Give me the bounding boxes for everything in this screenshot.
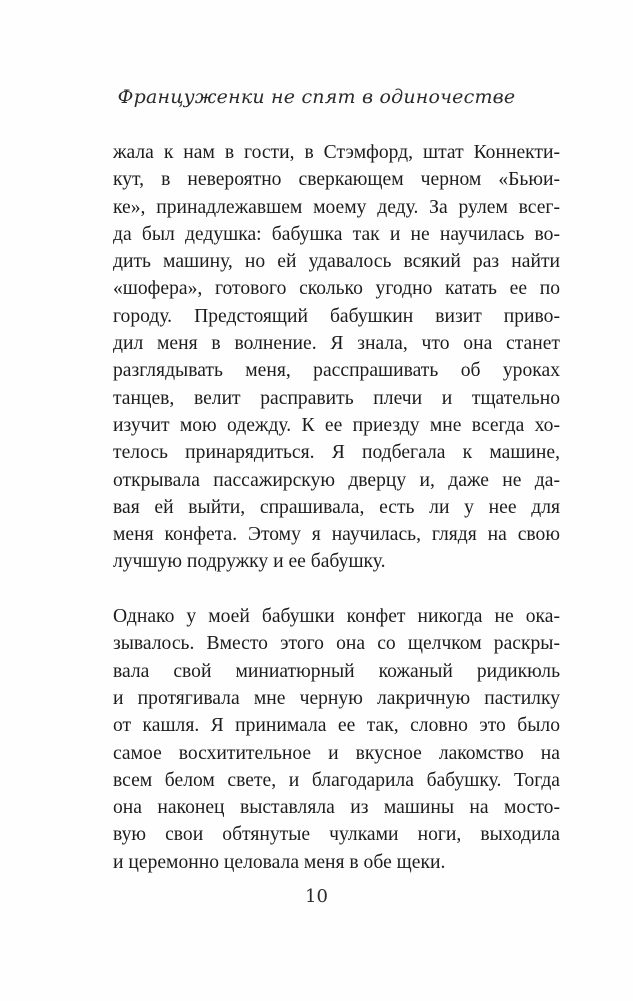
paragraph-2 <box>113 603 560 876</box>
text-line: ке», принадлежавшем моему деду. За рулем всег- <box>113 196 560 218</box>
text-line: вую свои обтянутые чулками ноги, выходила <box>113 824 560 846</box>
text-line: самое восхитительное и вкусное лакомство на <box>113 742 560 764</box>
text-line: танцев, велит расправить плечи и тщательно <box>113 387 560 409</box>
text-line: «шофера», готового сколько угодно катать ее по <box>113 278 560 300</box>
text-line: зывалось. Вместо этого она со щелчком раскры- <box>113 633 560 655</box>
text-line: кут, в невероятно сверкающем черном «Бьюи- <box>113 169 560 191</box>
text-line: вая ей выйти, спрашивала, есть ли у нее для <box>113 496 560 518</box>
text-line: Однако у моей бабушки конфет никогда не ока- <box>113 606 560 628</box>
text-line: телось принарядиться. Я подбегала к машине, <box>113 442 560 464</box>
text-line: городу. Предстоящий бабушкин визит приво- <box>113 305 560 327</box>
text-line: и протягивала мне черную лакричную пастилку <box>113 687 560 709</box>
page-number: 10 <box>305 886 328 907</box>
paragraph-1 <box>113 139 560 576</box>
text-line: дить машину, но ей удавалось всякий раз найти <box>113 251 560 273</box>
text-line: изучит мою одежду. К ее приезду мне всегда хо- <box>113 414 560 436</box>
paragraph-spacer <box>113 576 560 603</box>
text-line: всем белом свете, и благодарила бабушку. Тогда <box>113 769 560 791</box>
running-head: Француженки не спят в одиночестве <box>117 86 516 108</box>
text-line: и церемонно целовала меня в обе щеки. <box>113 851 446 873</box>
text-line: да был дедушка: бабушка так и не научилась во- <box>113 223 560 245</box>
text-line: лучшую подружку и ее бабушку. <box>113 551 386 573</box>
text-line: она наконец выставляла из машины на мосто- <box>113 797 560 819</box>
text-line: дил меня в волнение. Я знала, что она станет <box>113 333 560 355</box>
text-line: меня конфета. Этому я научилась, глядя на свою <box>113 524 560 546</box>
text-line: разглядывать меня, расспрашивать об уроках <box>113 360 560 382</box>
text-line: открывала пассажирскую дверцу и, даже не да- <box>113 469 560 491</box>
body-text <box>113 139 560 876</box>
text-line: жала к нам в гости, в Стэмфорд, штат Коннекти- <box>113 142 560 163</box>
text-line: вала свой миниатюрный кожаный ридикюль <box>113 660 560 682</box>
text-line: от кашля. Я принимала ее так, словно это было <box>113 715 560 737</box>
